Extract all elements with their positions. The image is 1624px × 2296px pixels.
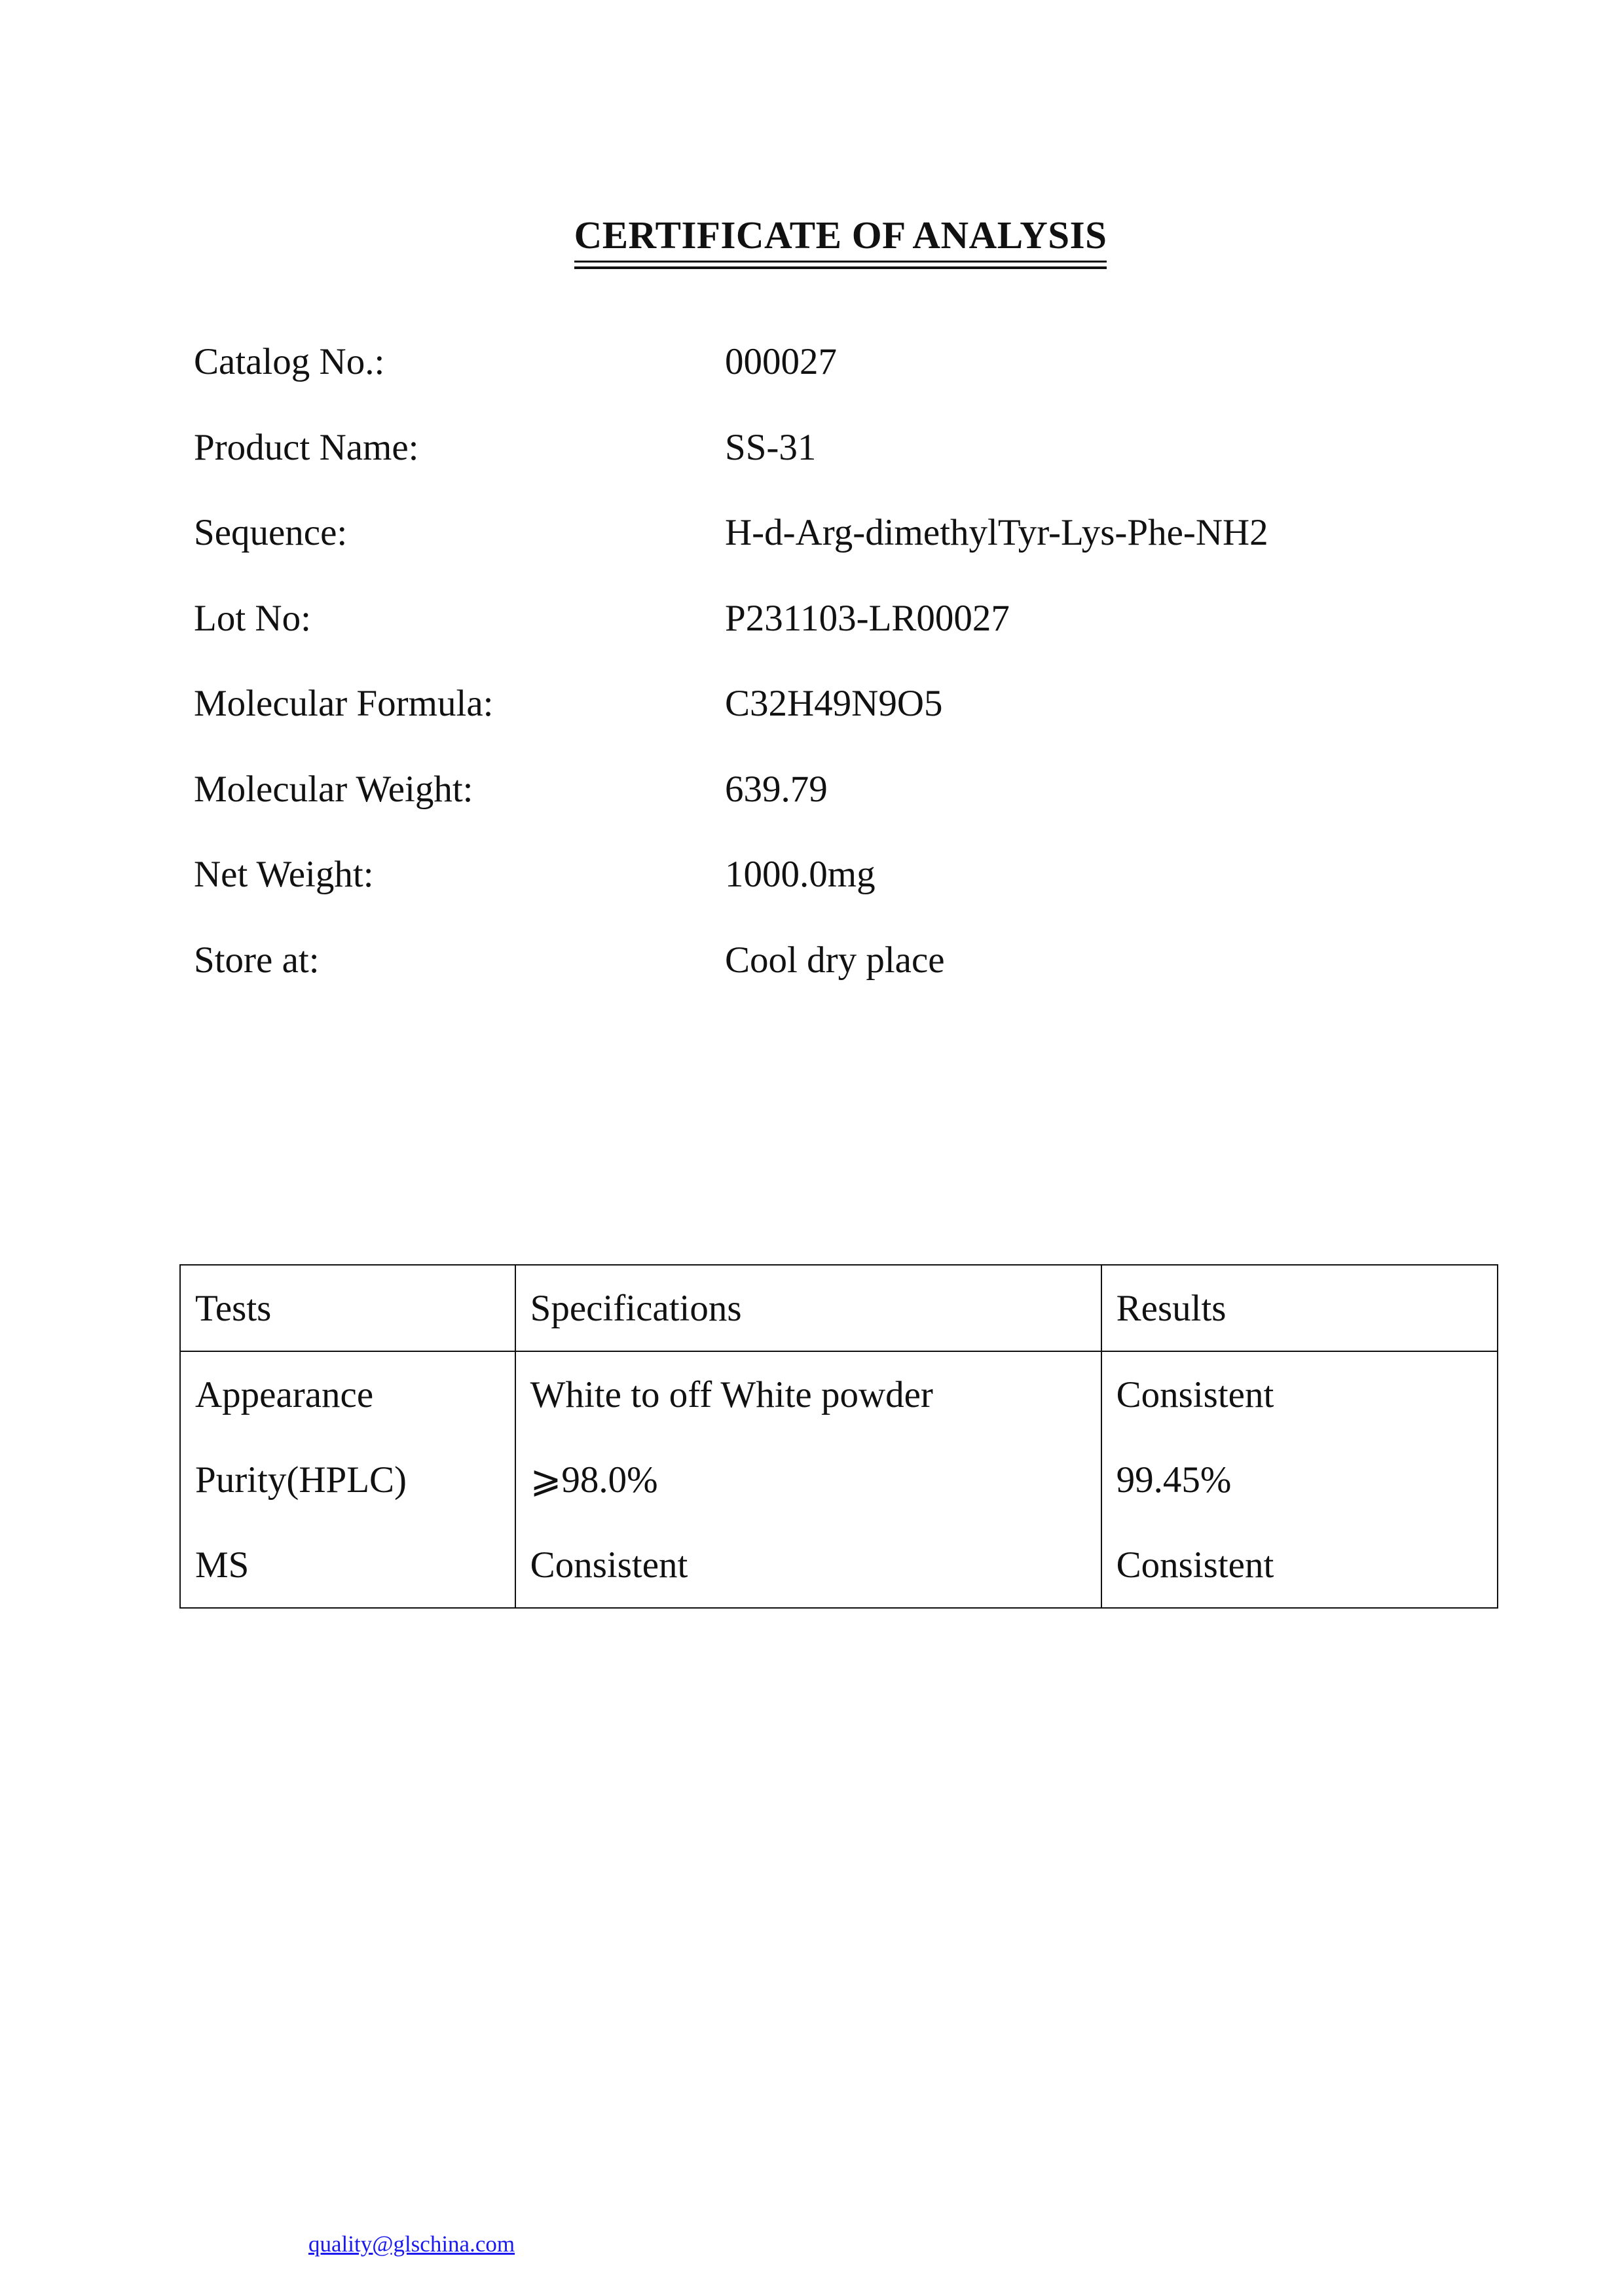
table-row [180, 1437, 1498, 1522]
info-row-net-weight [194, 853, 1438, 939]
info-row-weight [194, 768, 1438, 854]
table-row [180, 1522, 1498, 1608]
info-label: Product Name: [194, 426, 419, 468]
test-result: Consistent [1101, 1522, 1498, 1608]
product-info [194, 340, 1438, 1024]
tests-table [179, 1264, 1498, 1609]
info-label: Molecular Weight: [194, 768, 473, 810]
info-value: 000027 [725, 341, 837, 382]
info-label: Molecular Formula: [194, 683, 494, 724]
info-value: C32H49N9O5 [725, 683, 943, 724]
info-row-lot [194, 597, 1438, 683]
info-row-storage [194, 939, 1438, 1025]
info-value: 1000.0mg [725, 854, 876, 895]
info-label: Store at: [194, 939, 320, 981]
info-label: Catalog No.: [194, 341, 385, 382]
table-row [180, 1351, 1498, 1437]
column-header-tests: Tests [180, 1265, 515, 1351]
test-name: MS [180, 1522, 515, 1608]
info-row-catalog [194, 340, 1438, 426]
test-name: Purity(HPLC) [180, 1437, 515, 1522]
contact-email-link[interactable]: quality@glschina.com [308, 2231, 515, 2257]
info-row-formula [194, 682, 1438, 768]
column-header-results: Results [1101, 1265, 1498, 1351]
test-specification: ⩾98.0% [515, 1437, 1101, 1522]
column-header-specifications: Specifications [515, 1265, 1101, 1351]
document-title-text: CERTIFICATE OF ANALYSIS [574, 213, 1107, 263]
test-name: Appearance [180, 1351, 515, 1437]
info-label: Sequence: [194, 512, 348, 553]
info-value: Cool dry place [725, 939, 945, 981]
info-row-sequence [194, 511, 1438, 597]
info-row-product-name [194, 426, 1438, 512]
info-value: 639.79 [725, 768, 828, 810]
info-label: Lot No: [194, 597, 311, 639]
table-header-row [180, 1265, 1498, 1351]
test-result: 99.45% [1101, 1437, 1498, 1522]
info-label: Net Weight: [194, 854, 374, 895]
test-specification: White to off White powder [515, 1351, 1101, 1437]
test-result: Consistent [1101, 1351, 1498, 1437]
test-specification: Consistent [515, 1522, 1101, 1608]
info-value: P231103-LR00027 [725, 597, 1010, 639]
document-title [0, 213, 1624, 263]
info-value: H-d-Arg-dimethylTyr-Lys-Phe-NH2 [725, 512, 1268, 553]
info-value: SS-31 [725, 426, 817, 468]
